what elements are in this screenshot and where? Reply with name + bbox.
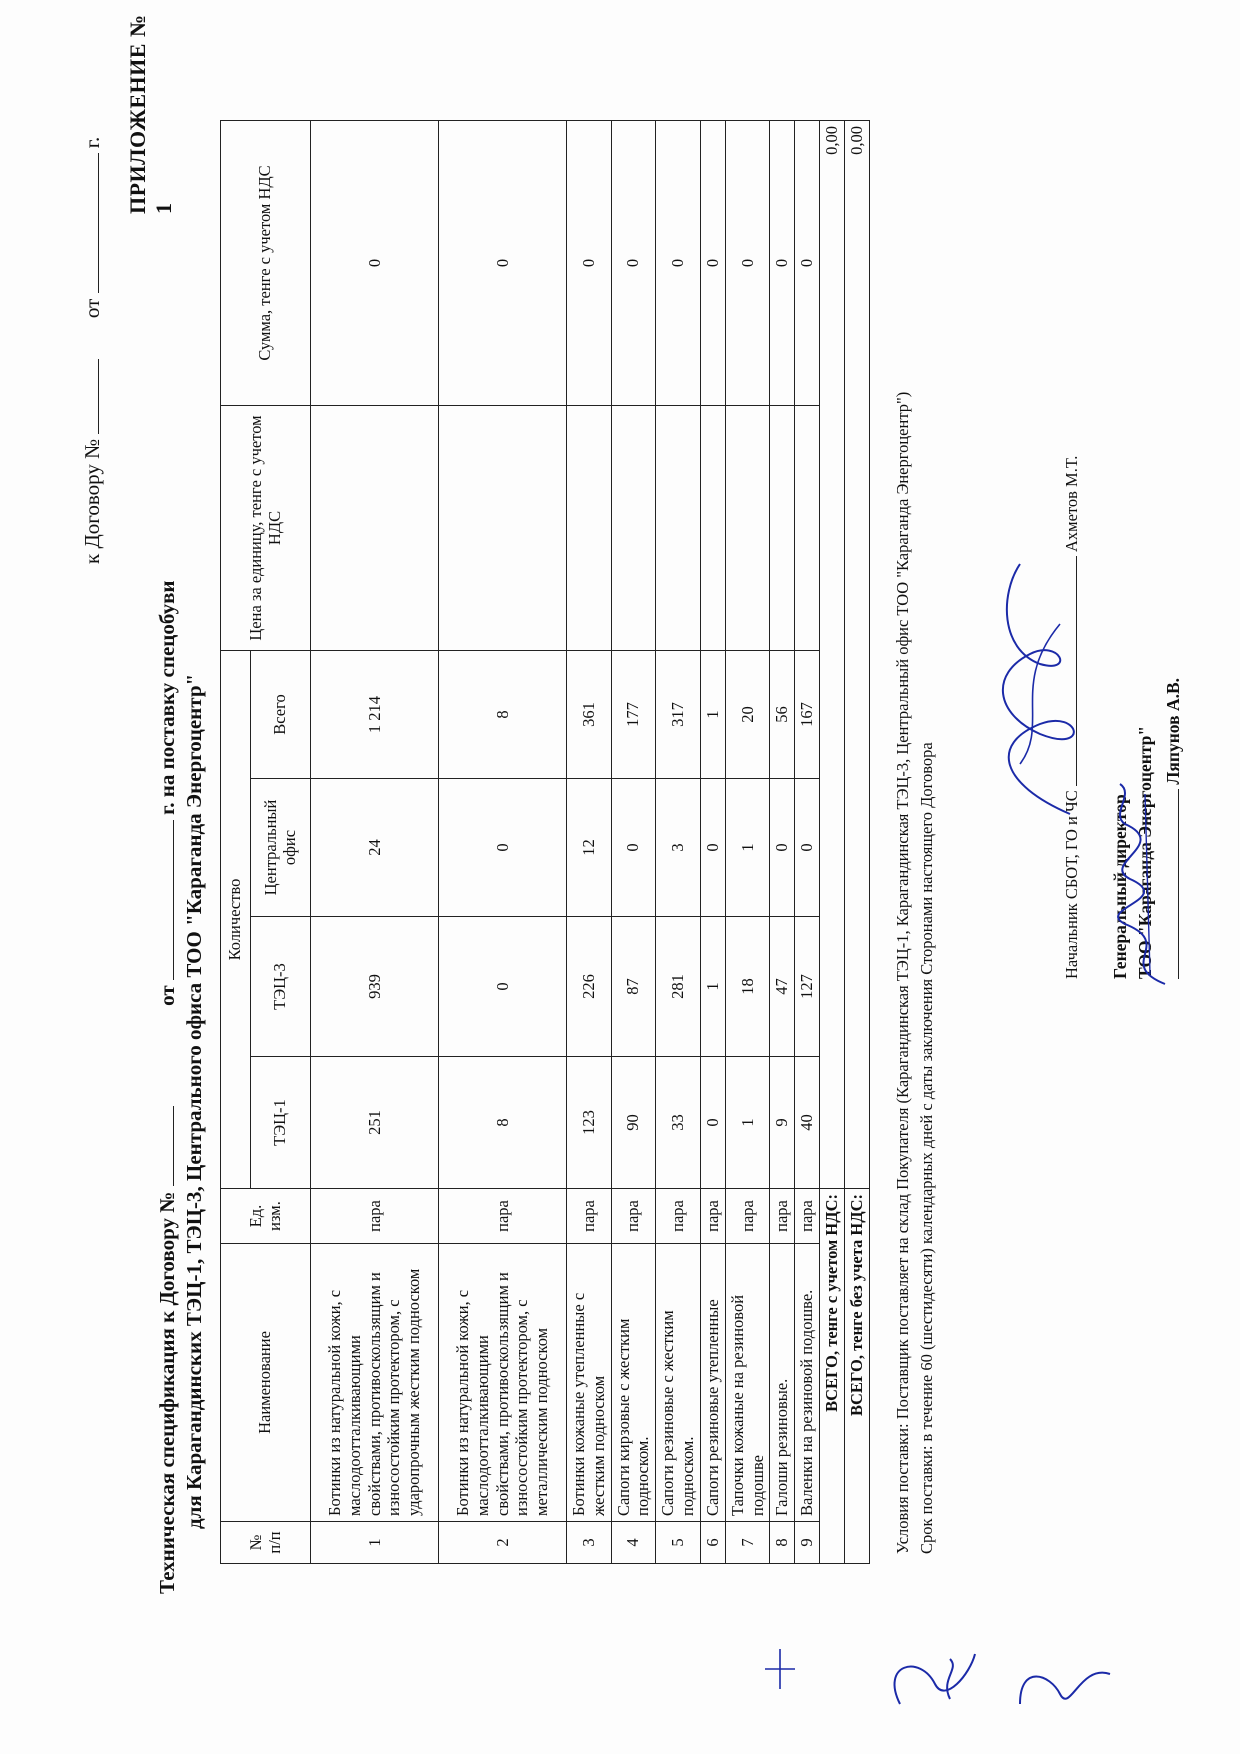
- margin-mark: [760, 1644, 800, 1694]
- spec-title-suffix: г. на поставку спецобуви: [155, 580, 179, 815]
- row-price: [725, 406, 770, 651]
- row-name: Ботинки кожаные утепленные с жестким подноском: [567, 1244, 612, 1522]
- row-office: 0: [795, 779, 820, 917]
- head-signature-scribble: [980, 544, 1100, 824]
- row-num: 5: [656, 1522, 701, 1564]
- row-price: [311, 406, 439, 651]
- row-num: 1: [311, 1522, 439, 1564]
- row-tec1: 123: [567, 1057, 612, 1189]
- table-row: [795, 121, 820, 1564]
- row-num: 6: [700, 1522, 725, 1564]
- table-row: [770, 121, 795, 1564]
- row-num: 7: [725, 1522, 770, 1564]
- delivery-conditions: Условия поставки: Поставщик поставляет на склад Покупателя (Карагандинская ТЭЦ-1, Карагандинская ТЭЦ-3, Центральный офис ТОО "Караганда Энергоцентр"): [893, 391, 912, 1554]
- row-total: 317: [656, 651, 701, 779]
- company-name: ТОО "Караганда Энергоцентр": [1135, 725, 1155, 979]
- total-novat-row: [845, 121, 870, 1564]
- row-unit: пара: [795, 1189, 820, 1244]
- row-name: Галоши резиновые.: [770, 1244, 795, 1522]
- row-sum: 0: [700, 121, 725, 406]
- row-total: 8: [439, 651, 567, 779]
- row-unit: пара: [611, 1189, 656, 1244]
- contract-number-blank: [80, 359, 99, 434]
- director-title: Генеральный директор: [1110, 794, 1130, 979]
- row-tec1: 0: [700, 1057, 725, 1189]
- head-title: Начальник СБОТ, ГО и ЧС: [1062, 790, 1081, 979]
- header-num: № п/п: [221, 1522, 311, 1564]
- row-name: Валенки на резиновой подошве.: [795, 1244, 820, 1522]
- row-price: [439, 406, 567, 651]
- row-office: 0: [611, 779, 656, 917]
- row-unit: пара: [567, 1189, 612, 1244]
- appendix-title: ПРИЛОЖЕНИЕ № 1: [125, 14, 176, 214]
- row-total: 167: [795, 651, 820, 779]
- spec-title-line1: [155, 94, 180, 1594]
- row-total: 20: [725, 651, 770, 779]
- row-name: Сапоги кирзовые с жестким подноском.: [611, 1244, 656, 1522]
- row-total: 1 214: [311, 651, 439, 779]
- row-name: Тапочки кожаные на резиновой подошве: [725, 1244, 770, 1522]
- row-tec3: 0: [439, 917, 567, 1057]
- header-office: Центральный офис: [251, 779, 311, 917]
- row-name: Ботинки из натуральной кожи, с маслодоотталкивающими свойствами, противоскользящим и износостойким протектором, с ударопрочным жестким подноском: [311, 1244, 439, 1522]
- row-sum: 0: [795, 121, 820, 406]
- row-price: [795, 406, 820, 651]
- row-unit: пара: [700, 1189, 725, 1244]
- row-tec3: 127: [795, 917, 820, 1057]
- table-row: [725, 121, 770, 1564]
- table-row: [439, 121, 567, 1564]
- row-sum: 0: [311, 121, 439, 406]
- spec-title-from: от: [155, 985, 179, 1006]
- row-sum: 0: [770, 121, 795, 406]
- row-tec3: 18: [725, 917, 770, 1057]
- header-quantity: Количество: [221, 651, 251, 1189]
- contract-reference: [80, 137, 105, 564]
- row-unit: пара: [439, 1189, 567, 1244]
- spec-table: [220, 120, 870, 1564]
- total-vat-label: ВСЕГО, тенге с учетом НДС:: [820, 1189, 845, 1564]
- row-tec1: 40: [795, 1057, 820, 1189]
- table-row: [311, 121, 439, 1564]
- row-sum: 0: [611, 121, 656, 406]
- row-office: 0: [700, 779, 725, 917]
- spec-title-line2: для Карагандинских ТЭЦ-1, ТЭЦ-3, Центрального офиса ТОО "Караганда Энергоцентр": [182, 673, 206, 1529]
- row-price: [567, 406, 612, 651]
- row-tec1: 33: [656, 1057, 701, 1189]
- row-total: 1: [700, 651, 725, 779]
- total-novat-label: ВСЕГО, тенге без учета НДС:: [845, 1189, 870, 1564]
- row-tec3: 47: [770, 917, 795, 1057]
- row-unit: пара: [311, 1189, 439, 1244]
- row-tec1: 1: [725, 1057, 770, 1189]
- header-price: Цена за единицу, тенге с учетом НДС: [221, 406, 311, 651]
- total-vat-value: 0,00: [820, 121, 845, 1189]
- row-office: 0: [770, 779, 795, 917]
- row-num: 8: [770, 1522, 795, 1564]
- spec-date-blank: [155, 820, 174, 980]
- contract-year: г.: [80, 136, 104, 149]
- spec-title-prefix: Техническая спецификация к Договору №: [155, 1191, 179, 1594]
- row-total: 177: [611, 651, 656, 779]
- row-price: [656, 406, 701, 651]
- row-tec3: 87: [611, 917, 656, 1057]
- header-tec3: ТЭЦ-3: [251, 917, 311, 1057]
- row-office: 0: [439, 779, 567, 917]
- spec-number-blank: [155, 1106, 174, 1186]
- table-row: [567, 121, 612, 1564]
- row-tec3: 1: [700, 917, 725, 1057]
- row-num: 4: [611, 1522, 656, 1564]
- row-office: 1: [725, 779, 770, 917]
- table-row: [656, 121, 701, 1564]
- row-num: 9: [795, 1522, 820, 1564]
- row-tec1: 8: [439, 1057, 567, 1189]
- total-novat-value: 0,00: [845, 121, 870, 1189]
- margin-initials-1: [1010, 1644, 1120, 1734]
- header-total: Всего: [251, 651, 311, 779]
- row-tec3: 226: [567, 917, 612, 1057]
- row-unit: пара: [770, 1189, 795, 1244]
- row-name: Ботинки из натуральной кожи, с маслодоотталкивающими свойствами, противоскользящим и износостойким протектором, с металлическим подноском: [439, 1244, 567, 1522]
- row-name: Сапоги резиновые с жестким подноском.: [656, 1244, 701, 1522]
- delivery-term: Срок поставки: в течение 60 (шестидесяти) календарных дней с даты заключения Сторонами настоящего Договора: [917, 742, 936, 1554]
- row-office: 3: [656, 779, 701, 917]
- row-sum: 0: [567, 121, 612, 406]
- row-price: [770, 406, 795, 651]
- row-name: Сапоги резиновые утепленные: [700, 1244, 725, 1522]
- row-unit: пара: [725, 1189, 770, 1244]
- row-sum: 0: [656, 121, 701, 406]
- row-tec3: 939: [311, 917, 439, 1057]
- contract-from: от: [80, 298, 104, 319]
- row-sum: 0: [725, 121, 770, 406]
- director-signature-scribble: [1095, 774, 1185, 994]
- row-unit: пара: [656, 1189, 701, 1244]
- row-tec1: 9: [770, 1057, 795, 1189]
- header-sum: Сумма, тенге с учетом НДС: [221, 121, 311, 406]
- header-unit: Ед. изм.: [221, 1189, 311, 1244]
- row-sum: 0: [439, 121, 567, 406]
- table-row: [700, 121, 725, 1564]
- row-num: 3: [567, 1522, 612, 1564]
- row-tec1: 90: [611, 1057, 656, 1189]
- row-price: [700, 406, 725, 651]
- margin-initials-2: [880, 1634, 990, 1724]
- row-office: 24: [311, 779, 439, 917]
- total-vat-row: [820, 121, 845, 1564]
- header-name: Наименование: [221, 1244, 311, 1522]
- row-tec1: 251: [311, 1057, 439, 1189]
- row-tec3: 281: [656, 917, 701, 1057]
- row-office: 12: [567, 779, 612, 917]
- row-price: [611, 406, 656, 651]
- head-name: Ахметов М.Т.: [1062, 455, 1081, 553]
- contract-date-blank: [80, 153, 99, 293]
- row-total: 361: [567, 651, 612, 779]
- row-num: 2: [439, 1522, 567, 1564]
- header-tec1: ТЭЦ-1: [251, 1057, 311, 1189]
- contract-prefix: к Договору №: [80, 438, 104, 564]
- director-name: Ляпунов А.В.: [1163, 678, 1183, 785]
- table-row: [611, 121, 656, 1564]
- row-total: 56: [770, 651, 795, 779]
